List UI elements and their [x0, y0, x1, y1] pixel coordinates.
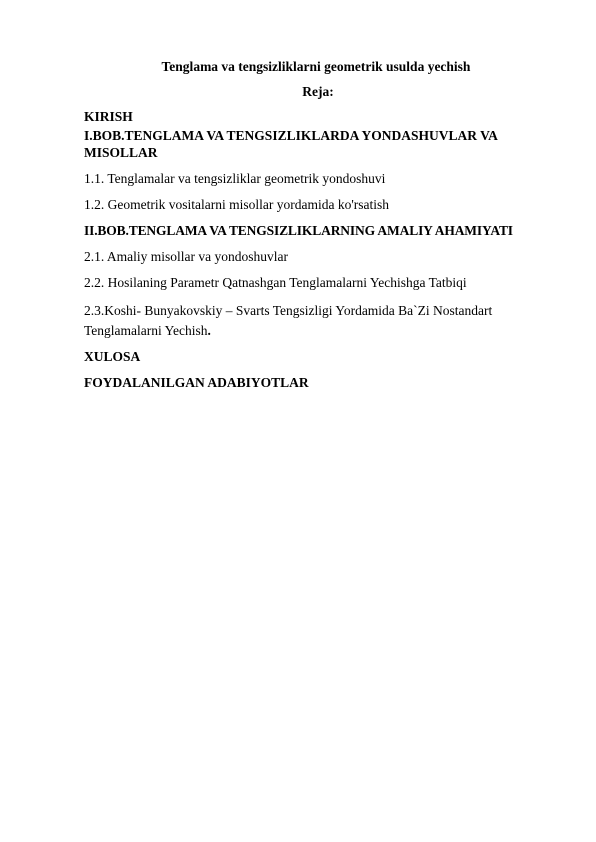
toc-item-section-2-2: 2.2. Hosilaning Parametr Qatnashgan Tenglamalarni Yechishga Tatbiqi: [84, 275, 467, 290]
toc-item-conclusion: XULOSA: [84, 349, 141, 364]
table-of-contents: [84, 109, 554, 401]
toc-item-introduction: KIRISH: [84, 109, 133, 124]
toc-item-section-2-3: [84, 301, 524, 341]
document-title: Tenglama va tengsizliklarni geometrik usulda yechish: [161, 59, 471, 74]
toc-item-section-1-1: 1.1. Tenglamalar va tengsizliklar geometrik yondoshuvi: [84, 171, 386, 186]
plan-heading: Reja:: [302, 84, 334, 99]
toc-item-references: FOYDALANILGAN ADABIYOTLAR: [84, 375, 309, 390]
toc-item-section-1-2: 1.2. Geometrik vositalarni misollar yordamida ko'rsatish: [84, 197, 389, 212]
toc-item-section-2-1: 2.1. Amaliy misollar va yondoshuvlar: [84, 249, 288, 264]
toc-item-section-2-3-text: 2.3.Koshi- Bunyakovskiy – Svarts Tengsizligi Yordamida Ba`Zi Nostandart Tenglamalarni Yechish: [84, 303, 493, 338]
toc-item-section-2-3-period: .: [207, 323, 211, 338]
toc-item-chapter-2: II.BOB.TENGLAMA VA TENGSIZLIKLARNING AMALIY AHAMIYATI: [84, 223, 513, 238]
toc-item-chapter-1: I.BOB.TENGLAMA VA TENGSIZLIKLARDA YONDASHUVLAR VA MISOLLAR: [84, 128, 498, 160]
